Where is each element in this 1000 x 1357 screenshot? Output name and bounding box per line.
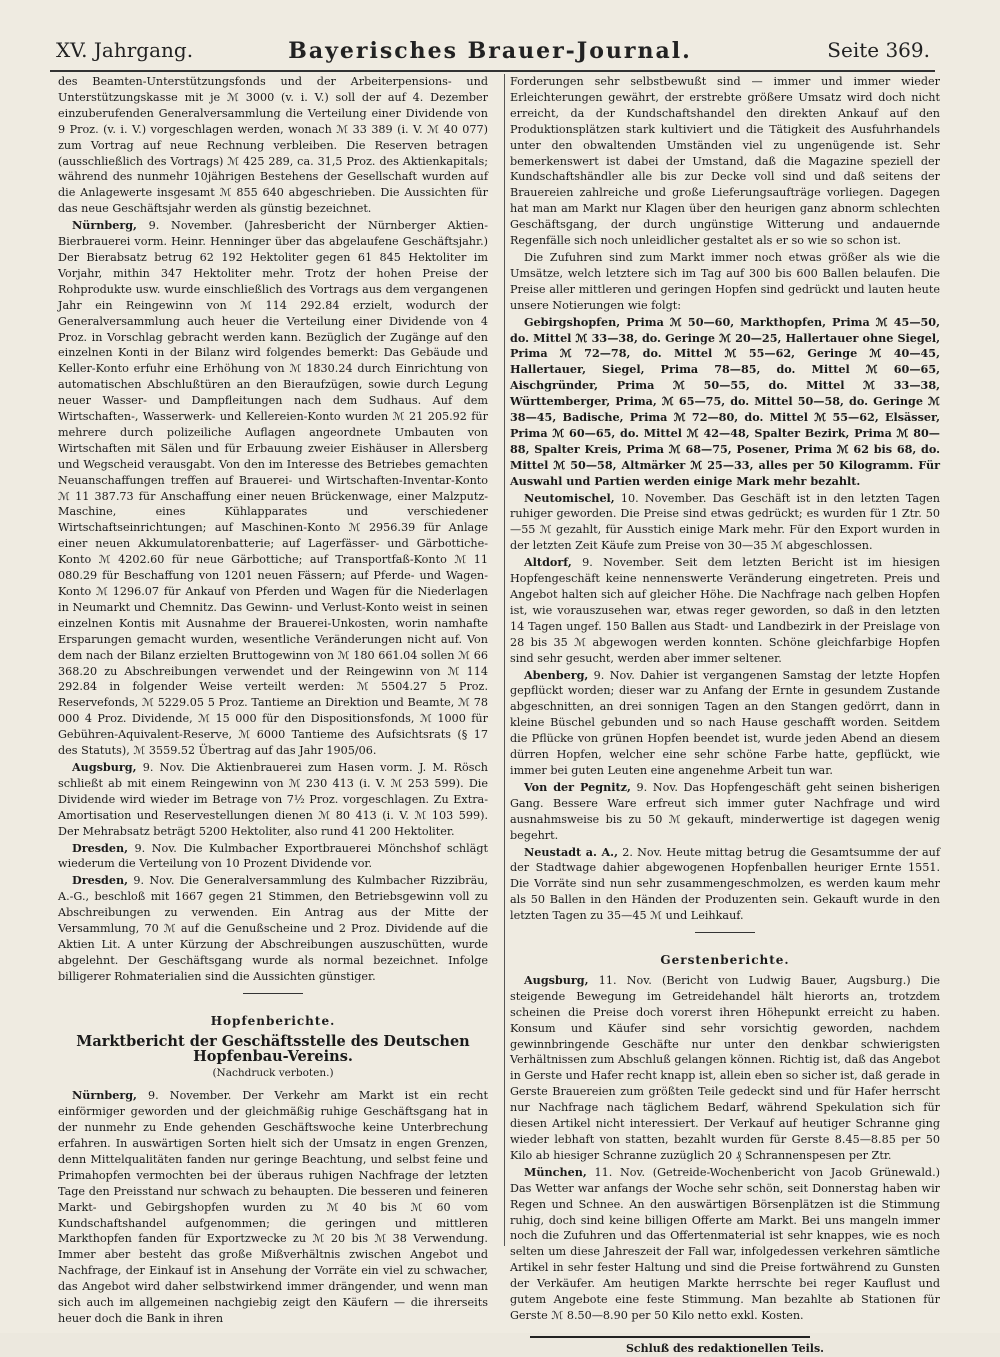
paragraph-text: 9. Nov. Die Kulmbacher Exportbrauerei Mönchshof schlägt wiederum die Verteilung von 10 Prozent Dividende vor. <box>58 841 488 871</box>
dateline: Dresden, <box>72 840 128 855</box>
article-paragraph <box>58 873 488 984</box>
paragraph-text: 2. Nov. Heute mittag betrug die Gesamtsumme der auf der Stadtwage dahier abgewogenen Hopfenballen heuriger Ernte 1551. Die Vorräte sind nun sehr zusammengeschmolzen, es werden kaum mehr als 50 Ballen in den Händen der Produzenten sein. Gekauft wurde in den letzten Tagen zu 35—45 ℳ und Leihkauf. <box>510 845 940 923</box>
dateline: Augsburg, <box>524 972 589 987</box>
end-of-editorial: Schluß des redaktionellen Teils. <box>625 1341 825 1355</box>
page-header <box>50 38 930 70</box>
article-paragraph <box>510 845 940 925</box>
dateline: Altdorf, <box>524 555 572 570</box>
section-separator <box>695 932 755 933</box>
dateline: Nürnberg, <box>72 1088 137 1103</box>
article-paragraph <box>510 973 940 1164</box>
article-paragraph <box>510 555 940 666</box>
dateline: Dresden, <box>72 873 128 888</box>
section-heading-hopfen: Hopfenberichte. <box>210 1013 336 1028</box>
dateline: Von der Pegnitz, <box>524 779 631 794</box>
price-list: Gebirgshopfen, Prima ℳ 50—60, Markthopfen, Prima ℳ 45—50, do. Mittel ℳ 33—38, do. Geringe ℳ 20—25, Hallertauer ohne Siegel, Prima ℳ 72—78, do. Mittel ℳ 55—62, Geringe ℳ 40—45, Hallertauer, Siegel, Prima 78—85, do. Mittel ℳ 60—65, Aischgründer, Prima ℳ 50—55, do. Mittel ℳ 33—38, Württemberger, Prima, ℳ 65—75, do. Mittel 50—58, do. Geringe ℳ 38—45, Badische, Prima ℳ 72—80, do. Mittel ℳ 55—62, Elsässer, Prima ℳ 60—65, do. Mittel ℳ 42—48, Spalter Bezirk, Prima ℳ 80—88, Spalter Kreis, Prima ℳ 68—75, Posener, Prima ℳ 62 bis 68, do. Mittel ℳ 50—58, Altmärker ℳ 25—33, alles per 50 Kilogramm. Für Auswahl und Partien werden einige Mark mehr bezahlt. <box>510 314 940 488</box>
article-paragraph: Forderungen sehr selbstbewußt sind — immer und immer wieder Erleichterungen gewährt, der erstrebte größere Umsatz wird doch nicht erreicht, da der Kundschaftshandel den direkten Ankauf auf den Produktionsplätzen stark kultiviert und die Tätigkeit des Ausfuhrhandels unter den obwaltenden Umständen viel zu ungenügende ist. Sehr bemerkenswert ist dabei der Umstand, daß die Magazine speziell der Kundschaftshändler alle bis zur Decke voll sind und daß seitens der Brauereien zahlreiche und große Lieferungsaufträge vorliegen. Dagegen hat man am Markt nur Klagen über den heurigen ganz abnorm schlechten Geschäftsgang, der durch ungünstige Witterung und andauernde Regenfälle sich noch unleidlicher gestaltet als er so wie so schon ist. <box>510 75 940 248</box>
dateline: Abenberg, <box>524 667 589 682</box>
section-heading-marktbericht: Marktbericht der Geschäftsstelle des Deutschen Hopfenbau-Vereins. <box>76 1032 470 1066</box>
page-number: Seite 369. <box>827 38 930 62</box>
section-heading-gerste: Gerstenberichte. <box>660 953 790 968</box>
article-paragraph <box>510 780 940 844</box>
article-paragraph: Die Zufuhren sind zum Markt immer noch etwas größer als wie die Umsätze, welch letztere sich im Tag auf 300 bis 600 Ballen belaufen. Die Preise aller mittleren und geringen Hopfen sind gedrückt und lauten heute unsere Notierungen wie folgt: <box>510 250 940 312</box>
paragraph-text: 9. Nov. Die Generalversammlung des Kulmbacher Rizzibräu, A.-G., beschloß mit 1667 gegen 21 Stimmen, den Betriebsgewinn voll zu Abschreibungen zu verwenden. Ein Antrag aus der Mitte der Versammlung, 70 ℳ auf die Genußscheine und 2 Proz. Dividende auf die Aktien Lit. A unter Kürzung der Abschreibungen auszuschütten, wurde abgelehnt. Der Geschäftsgang wurde als normal bezeichnet. Infolge billigerer Rohmaterialien sind die Aussichten günstiger. <box>58 874 489 983</box>
article-paragraph: des Beamten-Unterstützungsfonds und der Arbeiterpensions- und Unterstützungskasse mit je ℳ 3000 (v. i. V.) soll der auf 4. Dezember einzuberufenden Generalversammlung die Verteilung einer Dividende von 9 Proz. (v. i. V.) vorgeschlagen werden, wonach ℳ 33 389 (i. V. ℳ 40 077) zum Vortrag auf neue Rechnung verbleiben. Die Reserven betragen (ausschließlich des Vortrags) ℳ 425 289, ca. 31,5 Proz. des Aktienkapitals; während des nunmehr 10jährigen Bestehens der Gesellschaft wurden auf die Anlagewerte insgesamt ℳ 855 640 abgeschrieben. Die Aussichten für das neue Geschäftsjahr werden als günstig bezeichnet. <box>58 75 488 216</box>
right-column <box>510 74 940 1357</box>
paragraph-text: 11. Nov. (Getreide-Wochenbericht von Jacob Grünewald.) Das Wetter war anfangs der Woche sehr schön, seit Donnerstag haben wir Regen und Schnee. An den auswärtigen Börsenplätzen ist die Stimmung ruhig, doch sind keine billigen Offerte am Markt. Bei uns mangeln immer noch die Zufuhren und das Offertenmaterial ist sehr knappes, wie es noch selten um diese Jahreszeit der Fall war, infolgedessen verkehren sämtliche Artikel in sehr fester Haltung und sind die Preise fortwährend zu Gunsten der Verkäufer. Am heutigen Markte herrschte bei reger Kauflust und gutem Angebote eine feste Stimmung. Man bezahlte ab Stationen für Gerste ℳ 8.50—8.90 per 50 Kilo netto exkl. Kosten. <box>510 1165 940 1322</box>
article-paragraph <box>58 841 488 873</box>
column-divider <box>504 74 505 1246</box>
end-rule <box>530 1336 810 1338</box>
article-paragraph <box>58 1088 488 1327</box>
paragraph-text: 9. November. Seit dem letzten Bericht ist im hiesigen Hopfengeschäft keine nennenswerte Veränderung eingetreten. Preis und Angebot halten sich auf gleicher Höhe. Die Nachfrage nach gelben Hopfen ist, wie vorauszusehen war, etwas reger geworden, so daß in den letzten 14 Tagen ungef. 150 Ballen aus Stadt- und Landbezirk in der Preislage von 28 bis 35 ℳ abgewogen werden konnten. Schöne gleichfarbige Hopfen sind sehr gesucht, werden aber immer seltener. <box>510 556 940 665</box>
journal-title: Bayerisches Brauer-Journal. <box>288 38 692 64</box>
paragraph-text: 10. November. Das Geschäft ist in den letzten Tagen ruhiger geworden. Die Preise sind etwas gedrückt; es wurden für 1 Ztr. 50—55 ℳ gezahlt, für Ausstich einige Mark mehr. Für den Export wurden in der letzten Zeit Käufe zum Preise von 30—35 ℳ abgeschlossen. <box>510 491 940 553</box>
article-paragraph <box>58 218 488 759</box>
dateline: Neustadt a. A., <box>524 844 618 859</box>
volume-label: XV. Jahrgang. <box>56 38 194 62</box>
dateline: Nürnberg, <box>72 218 137 233</box>
dateline: München, <box>524 1164 587 1179</box>
paragraph-text: 9. Nov. Die Aktienbrauerei zum Hasen vorm. J. M. Rösch schließt ab mit einem Reingewinn von ℳ 230 413 (i. V. ℳ 253 599). Die Dividende wird wieder im Betrage von 7½ Proz. vorgeschlagen. Zu Extra-Amortisation und Reservestellungen dienen ℳ 80 413 (i. V. ℳ 103 599). Der Mehrabsatz beträgt 5200 Hektoliter, also rund 41 200 Hektoliter. <box>58 760 488 838</box>
reprint-notice: (Nachdruck verboten.) <box>212 1067 334 1080</box>
paragraph-text: 9. November. Der Verkehr am Markt ist ein recht einförmiger geworden und der gleichmäßig ruhige Geschäftsgang hat in der nunmehr zu Ende gehenden Geschäftswoche keine Unterbrechung erfahren. In auswärtigen Sorten hielt sich der Umsatz in engen Grenzen, denn Mittelqualitäten fanden nur geringe Beachtung, und selbst feine und Primahopfen vermochten bei der überaus ruhigen Nachfrage der letzten Tage den Preisstand nur schwach zu behaupten. Die besseren und feineren Markt- und Gebirgshopfen wurden zu ℳ 40 bis ℳ 60 vom Kundschaftshandel aufgenommen; die geringen und mittleren Markthopfen fanden für Exportzwecke zu ℳ 20 bis ℳ 38 Verwendung. Immer aber besteht das große Mißverhältnis zwischen Angebot und Nachfrage, der Einkauf ist in Ansehung der Vorräte ein viel zu schwacher, das Angebot wird daher selbstwirkend immer drängender, und wenn man sich auch im allgemeinen nachgiebig zeigt den Käufern — die ihrerseits heuer doch die Bank in ihren <box>58 1089 489 1325</box>
article-paragraph <box>510 491 940 555</box>
article-paragraph <box>58 760 488 840</box>
header-rule <box>50 70 935 72</box>
section-separator <box>243 993 303 994</box>
left-column <box>58 74 488 1328</box>
article-paragraph <box>510 668 940 779</box>
paragraph-text: 11. Nov. (Bericht von Ludwig Bauer, Augsburg.) Die steigende Bewegung im Getreidehandel hält hierorts an, trotzdem scheinen die Preise doch vorerst ihren Höhepunkt erreicht zu haben. Konsum und Käufer sind sehr vorsichtig geworden, nachdem gewinnbringende Geschäfte nur unter den denkbar schwierigsten Verhältnissen zum Abschluß gelangen können. Richtig ist, daß das Angebot in Gerste und Hafer recht knapp ist, allein eben so sicher ist, daß gerade in Gerste Brauereien zum größten Teile gedeckt sind und für Hafer herrscht nur Nachfrage nach täglichem Bedarf, während Spekulation sich für diesen Artikel nicht interessiert. Der Verkauf auf heutiger Schranne ging wieder lebhaft von statten, bezahlt wurden für Gerste 8.45—8.85 per 50 Kilo ab hiesiger Schranne zuzüglich 20 ₰ Schrannenspesen per Ztr. <box>510 973 940 1162</box>
paragraph-text: 9. Nov. Das Hopfengeschäft geht seinen bisherigen Gang. Bessere Ware erfreut sich immer guter Nachfrage und wird ausnahmsweise bis zu 50 ℳ gekauft, minderwertige ist dagegen wenig begehrt. <box>510 780 941 842</box>
article-paragraph <box>510 1165 940 1324</box>
paragraph-text: 9. Nov. Dahier ist vergangenen Samstag der letzte Hopfen gepflückt worden; dieser war zu Anfang der Ernte in gesundem Zustande abgeschnitten, an drei sonnigen Tagen an den Stangen gedörrt, dann in kleine Büschel gebunden und so nach Hause geschafft worden. Seitdem die Pflücke von grünen Hopfen beendet ist, wurde jeden Abend an diesem dürren Hopfen, welcher eine sehr schöne Farbe hatte, gepflückt, wie immer bei guten Leuten eine angenehme Arbeit tun war. <box>510 668 940 777</box>
dateline: Augsburg, <box>72 759 137 774</box>
dateline: Neutomischel, <box>524 490 615 505</box>
paragraph-text: 9. November. (Jahresbericht der Nürnberger Aktien-Bierbrauerei vorm. Heinr. Henninger über das abgelaufene Geschäftsjahr.) Der Bierabsatz betrug 62 192 Hektoliter gegen 61 845 Hektoliter im Vorjahr, mithin 347 Hektoliter mehr. Trotz der hohen Preise der Rohprodukte usw. wurde einschließlich des Vortrags aus dem vergangenen Jahr ein Reingewinn von ℳ 114 292.84 erzielt, wodurch der Generalversammlung auch heuer die Verteilung einer Dividende von 4 Proz. in Vorschlag gebracht werden kann. Bezüglich der Zugänge auf den einzelnen Konti in der Bilanz wird folgendes bemerkt: Das Gebäude und Keller-Konto erfuhr eine Erhöhung von ℳ 1830.24 durch Einrichtung von automatischen Abschlußtüren an den Bieraufzügen, sowie durch Legung neuer Wasser- und Dampfleitungen nach dem Sudhaus. Auf dem Wirtschaften-, Wasserwerk- und Kellereien-Konto wurden ℳ 21 205.92 für mehrere durch polizeiliche Auflagen angeordnete Umbauten von Wirtschaften mit Sälen und für Erbauung zweier Eishäuser in Allersberg und Wegscheid verausgabt. Von den im Interesse des Betriebes gemachten Neuanschaffungen treffen auf Brauerei- und Wirtschaften-Inventar-Konto ℳ 11 387.73 für Anschaffung einer neuen Brückenwage, einer Malzputz-Maschine, eines Kühlapparates und verschiedener Wirtschaftseinrichtungen; auf Maschinen-Konto ℳ 2956.39 für Anlage einer neuen Akkumulatorenbatterie; auf Lagerfässer- und Gärbottiche-Konto ℳ 4202.60 für neue Gärbottiche; auf Transportfaß-Konto ℳ 11 080.29 für Beschaffung von 1201 neuen Fässern; auf Pferde- und Wagen-Konto ℳ 1296.07 für Ankauf von Pferden und Wagen für die Niederlagen in Neumarkt und Chemnitz. Das Gewinn- und Verlust-Konto weist in seinen einzelnen Kontis mit Ausnahme der Brauerei-Unkosten, worin namhafte Ersparungen gemacht wurden, wesentliche Veränderungen nicht auf. Von dem nach der Bilanz erzielten Bruttogewinn von ℳ 180 661.04 sollen ℳ 66 368.20 zu Abschreibungen verwendet und der Reingewinn von ℳ 114 292.84 in folgender Weise verteilt werden: ℳ 5504.27 5 Proz. Reservefonds, ℳ 5229.05 5 Proz. Tantieme an Direktion und Beamte, ℳ 78 000 4 Proz. Dividende, ℳ 15 000 für den Dispositionsfonds, ℳ 1000 für Gebühren-Aquivalent-Reserve, ℳ 6000 Tantieme des Aufsichtsrats (§ 17 des Statuts), ℳ 3559.52 Übertrag auf das Jahr 1905/06. <box>58 219 488 758</box>
